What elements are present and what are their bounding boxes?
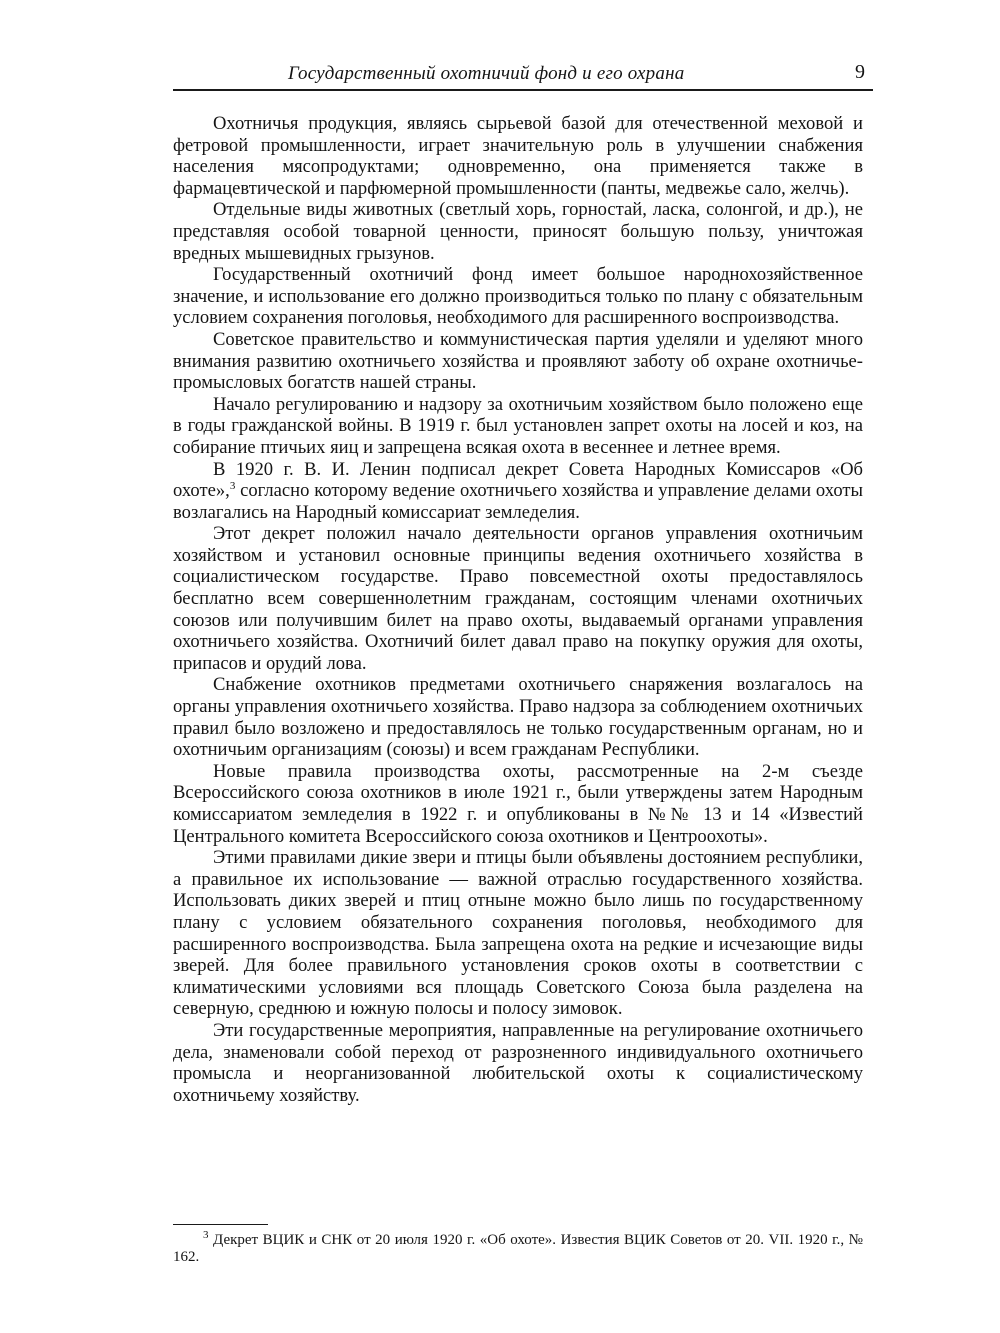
- paragraph: Советское правительство и коммунистическая партия уделяли и уделяют много внимания развитию охотничьего хозяйства и проявляют заботу об охране охотничье-промысловых богатств нашей страны.: [173, 328, 863, 394]
- main-text: [173, 113, 863, 1106]
- paragraph: Новые правила производства охоты, рассмотренные на 2-м съезде Всероссийского союза охотников в июле 1921 г., были утверждены затем Народным комиссариатом земледелия в 1922 г. и опубликованы в №№ 13 и 14 «Известий Центрального комитета Всероссийского союза охотников и Центроохоты».: [173, 760, 863, 847]
- footnote-reference: 3: [229, 479, 236, 492]
- paragraph: Отдельные виды животных (светлый хорь, горностай, ласка, солонгой, и др.), не представляя особой товарной ценности, приносят большую пользу, уничтожая вредных мышевидных грызунов.: [173, 199, 863, 264]
- paragraph: Снабжение охотников предметами охотничьего снаряжения возлагалось на органы управления охотничьего хозяйства. Право надзора за соблюдением охотничьих правил было возложено и предоставлялось не только государственным органам, но и охотничьим организациям (союзы) и всем гражданам Республики.: [173, 674, 863, 761]
- running-header: [173, 61, 873, 91]
- paragraph: Эти государственные мероприятия, направленные на регулирование охотничьего дела, знаменовали собой переход от разрозненного индивидуального охотничьего промысла и неорганизованной любительской охоты к социалистическому охотничьему хозяйству.: [173, 1019, 863, 1106]
- header-rule: [173, 89, 873, 91]
- paragraph: Государственный охотничий фонд имеет большое народнохозяйственное значение, и использование его должно производиться только по плану с обязательным условием сохранения поголовья, необходимого для расширенного воспроизводства.: [173, 264, 863, 329]
- footnote-marker: 3: [203, 1229, 209, 1241]
- running-title: Государственный охотничий фонд и его охрана: [288, 63, 685, 84]
- paragraph-decree: [173, 459, 863, 524]
- footnote-text: Декрет ВЦИК и СНК от 20 июля 1920 г. «Об охоте». Известия ВЦИК Советов от 20. VII. 1920 г., № 162.: [173, 1232, 863, 1265]
- decree-text-after: согласно которому ведение охотничьего хозяйства и управление делами охоты возлагались на Народный комиссариат земледелия.: [173, 480, 863, 523]
- decree-text-before: В 1920 г. В. И. Ленин подписал декрет Совета Народных Комиссаров «Об охоте»,: [173, 458, 863, 502]
- page-number: 9: [855, 61, 865, 83]
- paragraph: Начало регулированию и надзору за охотничьим хозяйством было положено еще в годы гражданской войны. В 1919 г. был установлен запрет охоты на лосей и коз, на собирание птичьих яиц и запрещена всякая охота в весеннее и летнее время.: [173, 393, 863, 458]
- paragraph: Этот декрет положил начало деятельности органов управления охотничьим хозяйством и установил основные принципы ведения охотничьего хозяйства в социалистическом государстве. Право повсеместной охоты предоставлялось бесплатно всем совершеннолетним гражданам, состоящим членами охотничьих союзов или получившим билет на право охоты, выдаваемый органами управления охотничьего хозяйства. Охотничий билет давал право на покупку оружия для охоты, припасов и орудий лова.: [173, 523, 863, 674]
- paragraph: Охотничья продукция, являясь сырьевой базой для отечественной меховой и фетровой промышленности, играет значительную роль в улучшении снабжения населения мясопродуктами; одновременно, она применяется также в фармацевтической и парфюмерной промышленности (панты, медвежье сало, желчь).: [173, 113, 863, 199]
- footnote: [173, 1229, 863, 1266]
- footnotes: [173, 1224, 863, 1266]
- footnote-rule: [173, 1224, 268, 1225]
- paragraph: Этими правилами дикие звери и птицы были объявлены достоянием республики, а правильное их использование — важной отраслью государственного хозяйства. Использовать диких зверей и птиц отныне можно было лишь по государственному плану с условием обязательного сохранения поголовья, необходимого для расширенного воспроизводства. Была запрещена охота на редкие и исчезающие виды зверей. Для более правильного установления сроков охоты в соответствии с климатическими условиями вся площадь Советского Союза была разделена на северную, среднюю и южную полосы и полосу зимовок.: [173, 847, 863, 1020]
